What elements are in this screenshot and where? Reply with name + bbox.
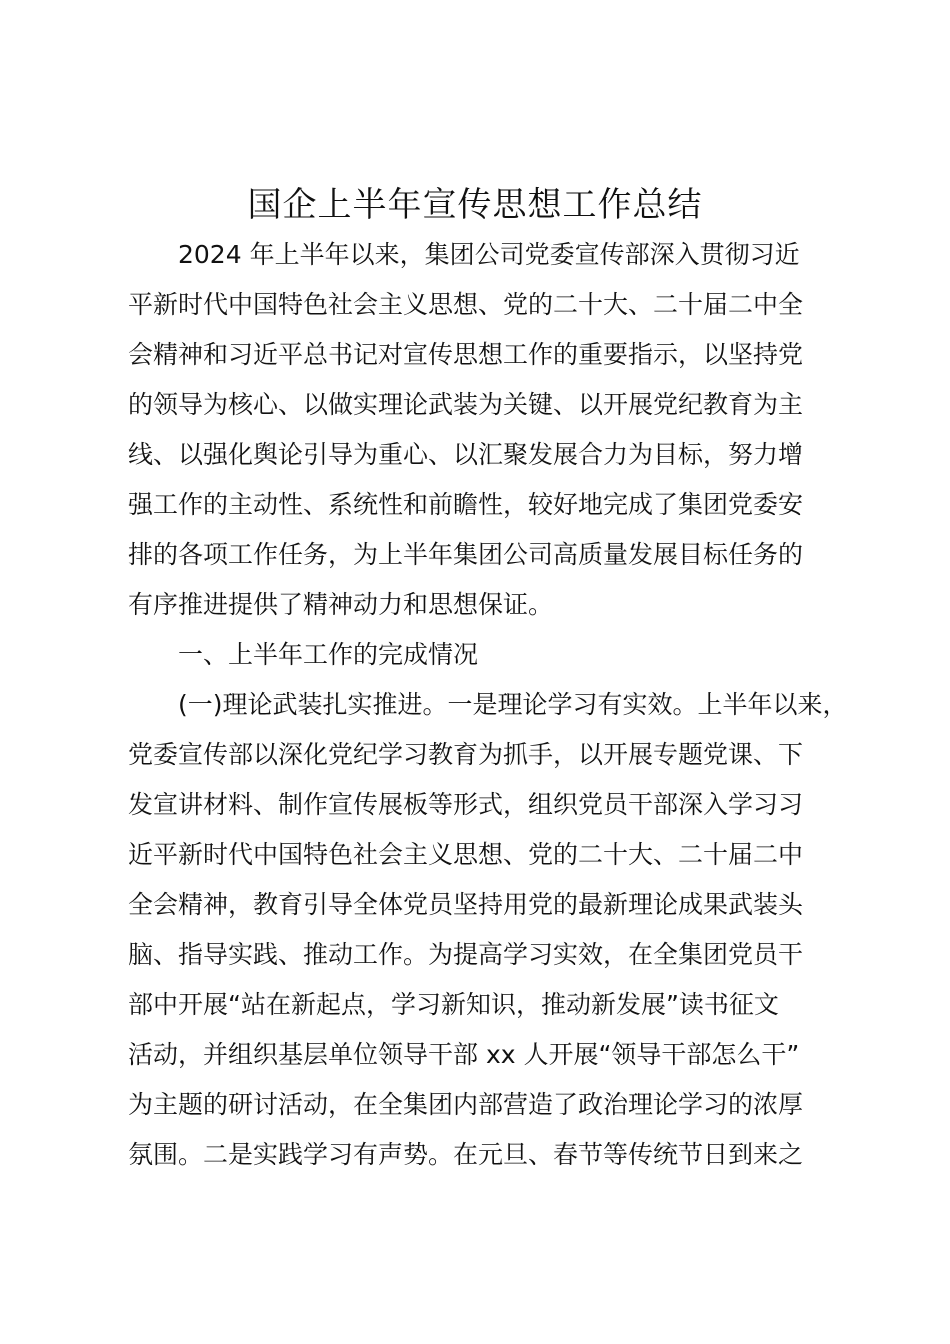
paragraph-intro-line: 线、以强化舆论引导为重心、以汇聚发展合力为目标，努力增 <box>128 440 804 469</box>
paragraph-section-line: 氛围。二是实践学习有声势。在元旦、春节等传统节日到来之 <box>128 1140 804 1169</box>
paragraph-intro-line: 平新时代中国特色社会主义思想、党的二十大、二十届二中全 <box>128 290 804 319</box>
paragraph-section-line: 部中开展“站在新起点，学习新知识，推动新发展”读书征文 <box>128 990 779 1019</box>
paragraph-intro-line: 强工作的主动性、系统性和前瞻性，较好地完成了集团党委安 <box>128 490 804 519</box>
paragraph-section-line: 为主题的研讨活动，在全集团内部营造了政治理论学习的浓厚 <box>128 1090 804 1119</box>
paragraph-intro-line: 排的各项工作任务，为上半年集团公司高质量发展目标任务的 <box>128 540 804 569</box>
document-body <box>128 230 858 1180</box>
paragraph-section-line: 党委宣传部以深化党纪学习教育为抓手，以开展专题党课、下 <box>128 740 804 769</box>
paragraph-section-line: 全会精神，教育引导全体党员坚持用党的最新理论成果武装头 <box>128 890 804 919</box>
paragraph-intro-line: 2024 年上半年以来，集团公司党委宣传部深入贯彻习近 <box>178 240 800 269</box>
document-title: 国企上半年宣传思想工作总结 <box>247 185 703 225</box>
paragraph-section-line: 发宣讲材料、制作宣传展板等形式，组织党员干部深入学习习 <box>128 790 804 819</box>
paragraph-section-line: (一)理论武装扎实推进。一是理论学习有实效。上半年以来， <box>178 690 848 719</box>
paragraph-section-line: 活动，并组织基层单位领导干部 xx 人开展“领导干部怎么干” <box>128 1040 800 1069</box>
paragraph-section-line: 近平新时代中国特色社会主义思想、党的二十大、二十届二中 <box>128 840 804 869</box>
paragraph-intro-line: 会精神和习近平总书记对宣传思想工作的重要指示，以坚持党 <box>128 340 804 369</box>
paragraph-intro-line: 的领导为核心、以做实理论武装为关键、以开展党纪教育为主 <box>128 390 804 419</box>
paragraph-section-line: 脑、指导实践、推动工作。为提高学习实效，在全集团党员干 <box>128 940 804 969</box>
section-heading: 一、上半年工作的完成情况 <box>178 640 479 669</box>
paragraph-intro-line: 有序推进提供了精神动力和思想保证。 <box>128 590 554 619</box>
